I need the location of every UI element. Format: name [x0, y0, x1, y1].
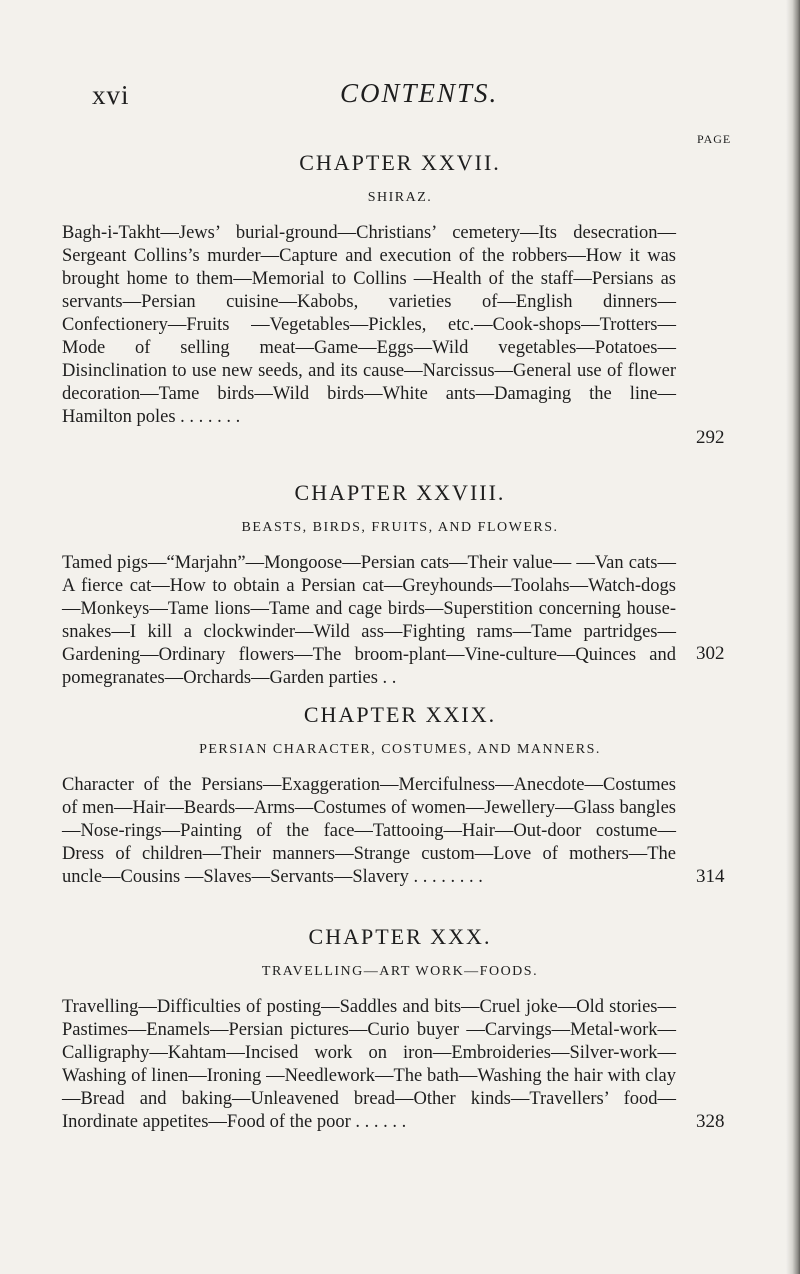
chapter-summary: Character of the Persians—Exaggeration—Mercifulness—Anecdote—Costumes of men—Hair—Beards—Arms—Costumes of women—Jewellery—Glass bangles—Nose-rings—Painting of the face—Tattooing—Hair—Out-door costume—Dress of children—Their manners—Strange custom—Love of mothers—The uncle—Cousins —Slaves—Servants—Slavery . . . . . . . .: [62, 775, 676, 887]
chapter-title: CHAPTER XXIX.: [303, 702, 497, 727]
chapter-summary: Bagh-i-Takht—Jews’ burial-ground—Christians’ cemetery—Its desecration—Sergeant Collins’s murder—Capture and execution of the robbers—How it was brought home to them—Memorial to Collins —Health of the staff—Persians as servants—Persian cuisine—Kabobs, varieties of—English dinners—Confectionery—Fruits —Vegetables—Pickles, etc.—Cook-shops—Trotters—Mode of selling meat—Game—Eggs—Wild vegetables—Potatoes—Disinclination to use new seeds, and its cause—Narcissus—General use of flower decoration—Tame birds—Wild birds—White ants—Damaging the line—Hamilton poles . . . . . . .: [62, 223, 676, 427]
chapter-subtitle: PERSIAN CHARACTER, COSTUMES, AND MANNERS.: [199, 742, 601, 757]
folio: xvi: [92, 80, 130, 110]
chapter-page-number: 292: [696, 427, 725, 448]
page-column-label: PAGE: [697, 132, 732, 146]
chapter-subtitle: SHIRAZ.: [367, 190, 433, 205]
chapter-title: CHAPTER XXX.: [308, 924, 492, 949]
chapter-subtitle: BEASTS, BIRDS, FRUITS, AND FLOWERS.: [241, 520, 559, 535]
running-head: [0, 72, 800, 112]
chapter-page-number: 302: [696, 643, 725, 664]
chapter-subtitle: TRAVELLING—ART WORK—FOODS.: [261, 964, 539, 979]
chapter-summary: Tamed pigs—“Marjahn”—Mongoose—Persian cats—Their value— —Van cats—A fierce cat—How to obtain a Persian cat—Greyhounds—Toolahs—Watch-dogs—Monkeys—Tame lions—Tame and cage birds—Superstition concerning house-snakes—I kill a clockwinder—Wild ass—Fighting rams—Tame partridges—Gardening—Ordinary flowers—The broom-plant—Vine-culture—Quinces and pomegranates—Orchards—Garden parties . .: [62, 553, 676, 688]
chapter-summary: Travelling—Difficulties of posting—Saddles and bits—Cruel joke—Old stories—Pastimes—Enamels—Persian pictures—Curio buyer —Carvings—Metal-work—Calligraphy—Kahtam—Incised work on iron—Embroideries—Silver-work—Washing of linen—Ironing —Needlework—The bath—Washing the hair with clay—Bread and baking—Unleavened bread—Other kinds—Travellers’ food—Inordinate appetites—Food of the poor . . . . . .: [62, 997, 676, 1132]
chapter-title: CHAPTER XXVIII.: [294, 480, 506, 505]
chapter-page-number: 314: [696, 866, 725, 887]
running-title: CONTENTS.: [340, 78, 499, 108]
chapter-title: CHAPTER XXVII.: [299, 150, 501, 175]
chapter-page-number: 328: [696, 1111, 725, 1132]
